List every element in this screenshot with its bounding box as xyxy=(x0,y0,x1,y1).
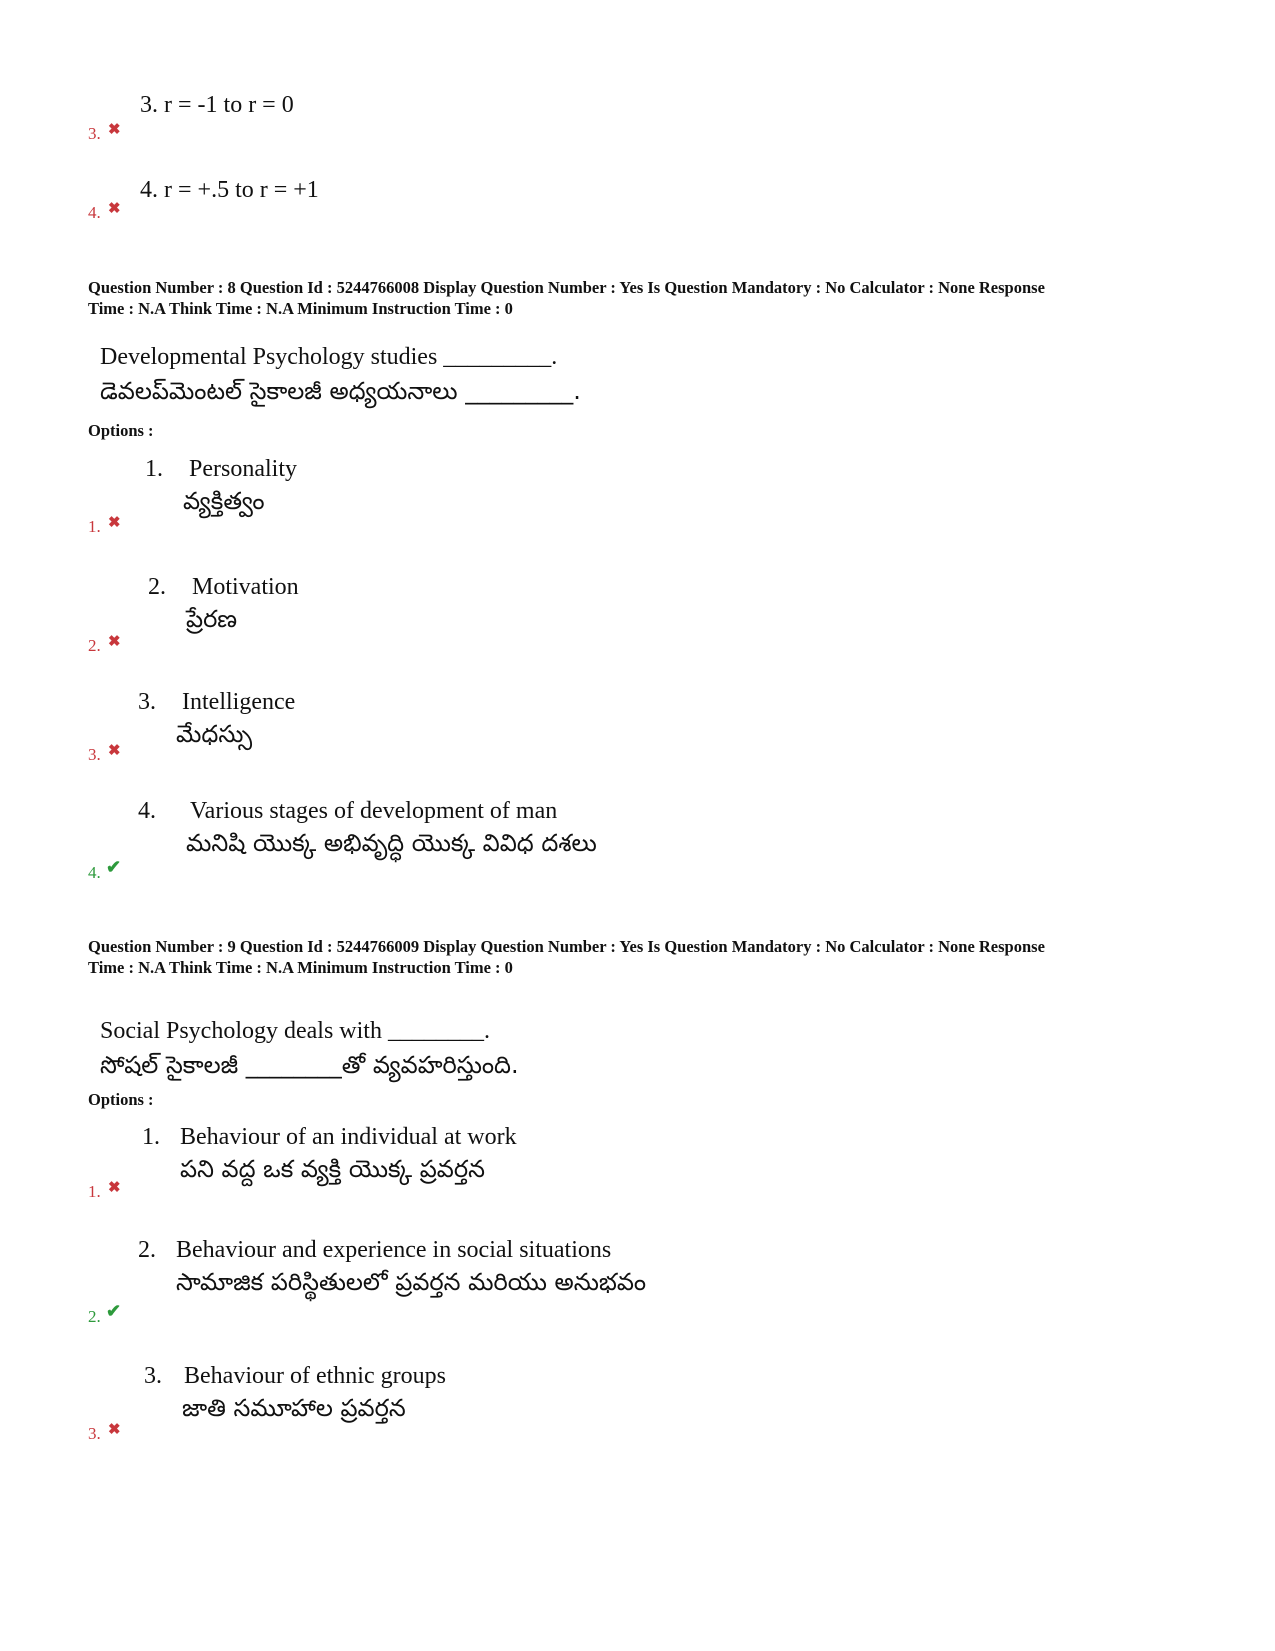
option-marker: 1. xyxy=(88,1182,101,1201)
option-text xyxy=(144,1363,446,1428)
option-index: 2. xyxy=(148,574,166,600)
question-text xyxy=(100,340,581,408)
option-text xyxy=(145,456,297,521)
question-text-en: Social Psychology deals with ________. xyxy=(100,1018,490,1044)
question-text-te: సోషల్ సైకాలజీ ________తో వ్యవహరిస్తుంది. xyxy=(100,1051,519,1079)
option-text-en: Motivation xyxy=(192,574,299,600)
cross-icon: ✖ xyxy=(108,201,121,217)
question-text-te: డెవలప్‌మెంటల్ సైకాలజీ అధ్యయనాలు _________. xyxy=(100,377,581,405)
meta-line-2: Time : N.A Think Time : N.A Minimum Instruction Time : 0 xyxy=(88,958,513,977)
cross-icon: ✖ xyxy=(108,1422,121,1438)
option-index: 4. xyxy=(138,798,156,824)
option-index: 1. xyxy=(145,456,163,482)
meta-line-1: Question Number : 9 Question Id : 5244766009 Display Question Number : Yes Is Question Mandatory : No Calculator : None Response xyxy=(88,937,1045,956)
option-marker: 3. xyxy=(88,1424,101,1443)
option-text-te: మేధస్సు xyxy=(176,720,253,748)
cross-icon: ✖ xyxy=(108,515,121,531)
option-marker: 1. xyxy=(88,517,101,536)
option-text-te: సామాజిక పరిస్థితులలో ప్రవర్తన మరియు అనుభవం xyxy=(176,1268,647,1296)
option-text: 3. r = -1 to r = 0 xyxy=(140,92,294,118)
option-text-en: Behaviour of an individual at work xyxy=(180,1124,517,1150)
cross-icon: ✖ xyxy=(108,634,121,650)
option-text-te: ప్రేరణ xyxy=(186,605,238,633)
options-label: Options : xyxy=(88,1090,154,1109)
option-marker: 2. xyxy=(88,1307,101,1326)
option-text-te: వ్యక్తిత్వం xyxy=(183,487,265,515)
option-text: 4. r = +.5 to r = +1 xyxy=(140,177,319,203)
option-index: 2. xyxy=(138,1237,156,1263)
option-text xyxy=(148,574,299,639)
cross-icon: ✖ xyxy=(108,1180,121,1196)
option-text-te: జాతి సమూహాల ప్రవర్తన xyxy=(182,1394,406,1422)
question-text-en: Developmental Psychology studies _________. xyxy=(100,344,558,370)
cross-icon: ✖ xyxy=(108,122,121,138)
option-text xyxy=(138,1237,646,1302)
option-text-te: మనిషి యొక్క అభివృద్ధి యొక్క వివిధ దశలు xyxy=(186,829,597,857)
question-text xyxy=(100,1014,519,1082)
option-text-en: Behaviour of ethnic groups xyxy=(184,1363,446,1389)
option-marker: 2. xyxy=(88,636,101,655)
option-text-en: Personality xyxy=(189,456,297,482)
option-marker: 3. xyxy=(88,745,101,764)
meta-line-2: Time : N.A Think Time : N.A Minimum Instruction Time : 0 xyxy=(88,299,513,318)
option-text-en: Intelligence xyxy=(182,689,296,715)
question-meta xyxy=(88,277,1198,319)
option-index: 1. xyxy=(142,1124,160,1150)
option-index: 3. xyxy=(144,1363,162,1389)
check-icon: ✔ xyxy=(106,857,122,877)
option-text xyxy=(138,689,295,754)
option-text-en: Various stages of development of man xyxy=(190,798,558,824)
option-text xyxy=(142,1124,517,1189)
option-marker: 4. xyxy=(88,203,101,222)
check-icon: ✔ xyxy=(106,1301,122,1321)
option-marker: 4. xyxy=(88,863,101,882)
option-marker: 3. xyxy=(88,124,101,143)
option-text-te: పని వద్ద ఒక వ్యక్తి యొక్క ప్రవర్తన xyxy=(180,1155,485,1183)
cross-icon: ✖ xyxy=(108,743,121,759)
option-text-en: Behaviour and experience in social situations xyxy=(176,1237,612,1263)
meta-line-1: Question Number : 8 Question Id : 5244766008 Display Question Number : Yes Is Question Mandatory : No Calculator : None Response xyxy=(88,278,1045,297)
option-index: 3. xyxy=(138,689,156,715)
option-text xyxy=(138,798,597,863)
options-label: Options : xyxy=(88,421,154,440)
question-meta xyxy=(88,936,1198,978)
